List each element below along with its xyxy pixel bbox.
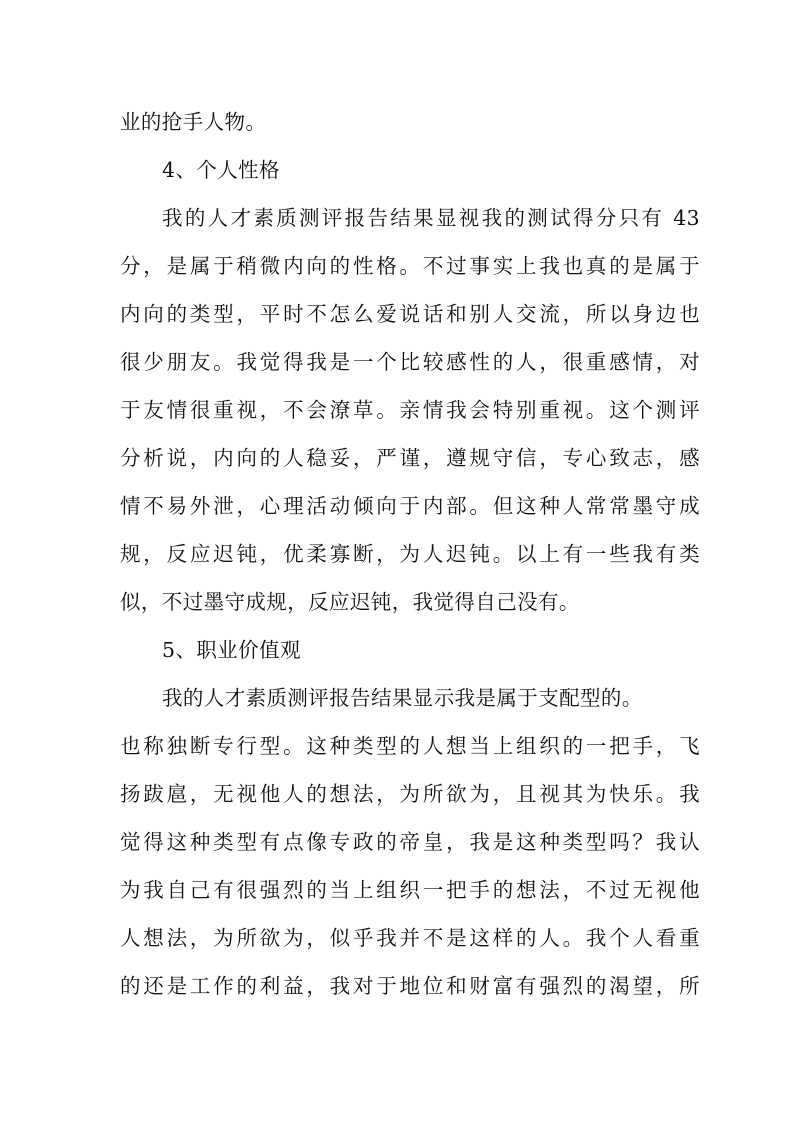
paragraph-line: 情不易外泄，心理活动倾向于内部。但这种人常常墨守成 (120, 494, 700, 518)
paragraph-line: 规，反应迟钝，优柔寡断，为人迟钝。以上有一些我有类 (120, 542, 700, 566)
paragraph-line: 为我自己有很强烈的当上组织一把手的想法，不过无视他 (120, 878, 700, 902)
paragraph-tail-line: 业的抢手人物。 (120, 110, 267, 134)
paragraph-line: 于友情很重视，不会潦草。亲情我会特别重视。这个测评 (120, 398, 700, 422)
paragraph-line: 分析说，内向的人稳妥，严谨，遵规守信，专心致志，感 (120, 446, 700, 470)
paragraph-line: 很少朋友。我觉得我是一个比较感性的人，很重感情，对 (120, 350, 700, 374)
paragraph-line: 也称独断专行型。这种类型的人想当上组织的一把手，飞 (120, 734, 700, 758)
paragraph-line: 我的人才素质测评报告结果显示我是属于支配型的。 (162, 686, 643, 710)
paragraph-line: 分，是属于稍微内向的性格。不过事实上我也真的是属于 (120, 254, 700, 278)
paragraph-line: 扬跋扈，无视他人的想法，为所欲为，且视其为快乐。我 (120, 782, 700, 806)
paragraph-line: 似，不过墨守成规，反应迟钝，我觉得自己没有。 (120, 590, 580, 614)
paragraph-line: 我的人才素质测评报告结果显视我的测试得分只有 43 (162, 206, 700, 230)
section-heading-career-values: 5、职业价值观 (162, 638, 301, 662)
section-heading-personality: 4、个人性格 (162, 158, 280, 182)
paragraph-line: 的还是工作的利益，我对于地位和财富有强烈的渴望，所 (120, 974, 700, 998)
paragraph-line: 人想法，为所欲为，似乎我并不是这样的人。我个人看重 (120, 926, 700, 950)
paragraph-line: 内向的类型，平时不怎么爱说话和别人交流，所以身边也 (120, 302, 700, 326)
paragraph-line: 觉得这种类型有点像专政的帝皇，我是这种类型吗？我认 (120, 830, 700, 854)
